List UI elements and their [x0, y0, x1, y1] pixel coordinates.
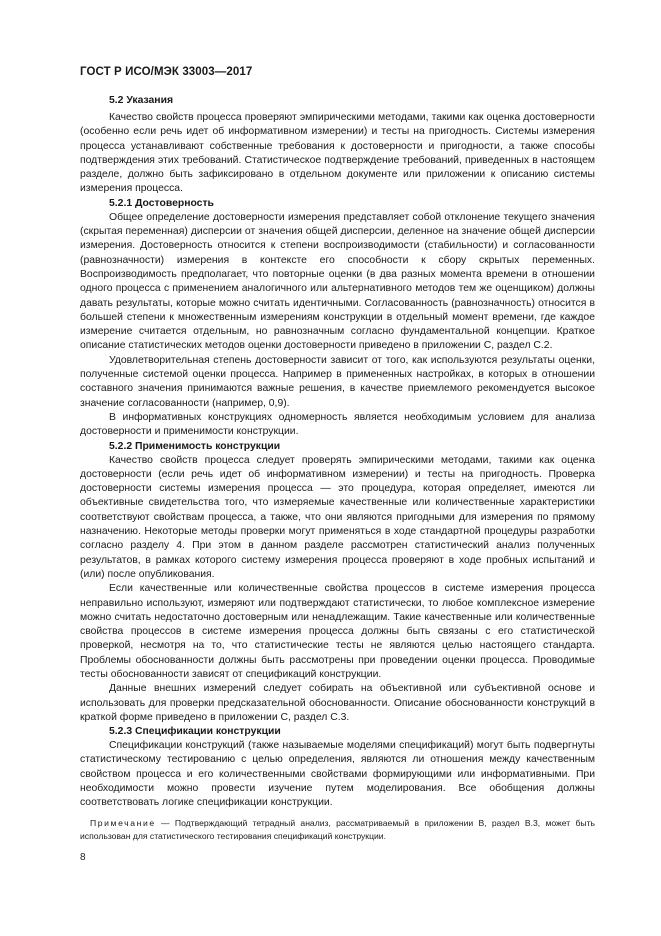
page-content — [80, 94, 595, 843]
section-5-2-2-heading: 5.2.2 Применимость конструкции — [109, 440, 281, 452]
page-number: 8 — [80, 852, 86, 863]
paragraph: Данные внешних измерений следует собирать на объективной или субъективной основе и использовать для проверки предсказательной обоснованности. Описание обоснованности конструкций в краткой форме приведено в приложении С, раздел С.3. — [80, 683, 595, 723]
paragraph: Качество свойств процесса проверяют эмпирическими методами, такими как оценка достоверности (особенно если речь идет об информативном измерении) и тесты на пригодность. Системы измерения процесса устанавливают собственные требования к достоверности и пригодности, а также способы подтверждения этих требований. Статистическое подтверждение требований, приведенных в настоящем разделе, должно быть зафиксировано в отдельном документе или приложении к описанию системы измерения процесса. — [80, 112, 595, 195]
paragraph: Удовлетворительная степень достоверности зависит от того, как используются результаты оценки, полученные системой оценки процесса. Например в примененных настройках, в которых в отношении составного значения принимаются важные решения, в качестве приемлемого рекомендуется высокое значение согласованности (например, 0,9). — [80, 354, 595, 409]
note-text: — Подтверждающий тетрадный анализ, рассматриваемый в приложении В, раздел В.3, может быть использован для статистического тестирования спецификаций конструкции. — [80, 817, 596, 841]
document-header: ГОСТ Р ИСО/МЭК 33003—2017 — [80, 66, 253, 78]
paragraph: Общее определение достоверности измерения представляет собой отклонение текущего значения (скрытая переменная) дисперсии от значения общей дисперсии, деленное на значение общей дисперсии измерения. Достоверность относится к степени воспроизводимости (стабильности) и согласованности (равнозначности) измерения в контексте его способности к сбору скрытых переменных. Воспроизводимость предполагает, что повторные оценки (в два разных момента времени в отношении одного процесса с применением аналогичного или альтернативного методов тем же оценщиком) должны давать результаты, которые можно считать идентичными. Согласованность (равнозначность) относится в большей степени к множественным измерениям конструкции в отдельный момент времени, где каждое измерение считается отдельным, но равнозначным согласно фундаментальной концепции. Краткое описание статистических методов оценки достоверности приведено в приложении С, раздел С.2. — [80, 211, 595, 352]
paragraph: Если качественные или количественные свойства процессов в системе измерения процесса неправильно используют, измеряют или подтверждают статистически, то любое комплексное измерение можно считать недостаточно достоверным или ненадлежащим. Такие качественные или количественные свойства процессов в системе измерения процесса должны быть связаны с его статистической проверкой, несмотря на то, что статистические тесты не являются целью настоящего стандарта. Проблемы обоснованности должны быть рассмотрены при проведении оценки процесса. Проводимые тесты обоснованности зависят от спецификаций конструкции. — [80, 583, 595, 680]
section-5-2-3-heading: 5.2.3 Спецификации конструкции — [109, 726, 281, 738]
section-5-2-heading: 5.2 Указания — [109, 95, 174, 106]
paragraph: Спецификации конструкций (также называемые моделями спецификаций) могут быть подвергнуты статистическому тестированию с целью определения, являются ли отношения между качественным свойством процесса и его количественными свойствами формирующими или информативными. При необходимости можно провести изучение путем моделирования. Все обобщения должны соответствовать логике спецификации конструкции. — [80, 740, 595, 809]
paragraph: В информативных конструкциях одномерность является необходимым условием для анализа достоверности и применимости конструкции. — [80, 411, 595, 438]
paragraph: Качество свойств процесса следует проверять эмпирическими методами, такими как оценка достоверности (если речь идет об информативном измерении) и тесты на пригодность. Проверка достоверности системы измерения процесса — это процедура, которая определяет, имеются ли объективные свидетельства того, что измеряемые качественные или количественные характеристики соответствуют свойствам процесса, а также, что они являются пригодными для измерения по прямому назначению. Некоторые методы проверки могут применяться в ходе стандартной процедуры разработки согласно разделу 4. При этом в данном разделе рассмотрен статистический анализ полученных результатов, в рамках которого систему измерения процесса проверяют в ходе пробных испытаний и (или) после опубликования. — [80, 454, 595, 580]
section-5-2-1-heading: 5.2.1 Достоверность — [109, 197, 214, 209]
note — [80, 817, 595, 843]
note-label: Примечание — [90, 817, 156, 828]
